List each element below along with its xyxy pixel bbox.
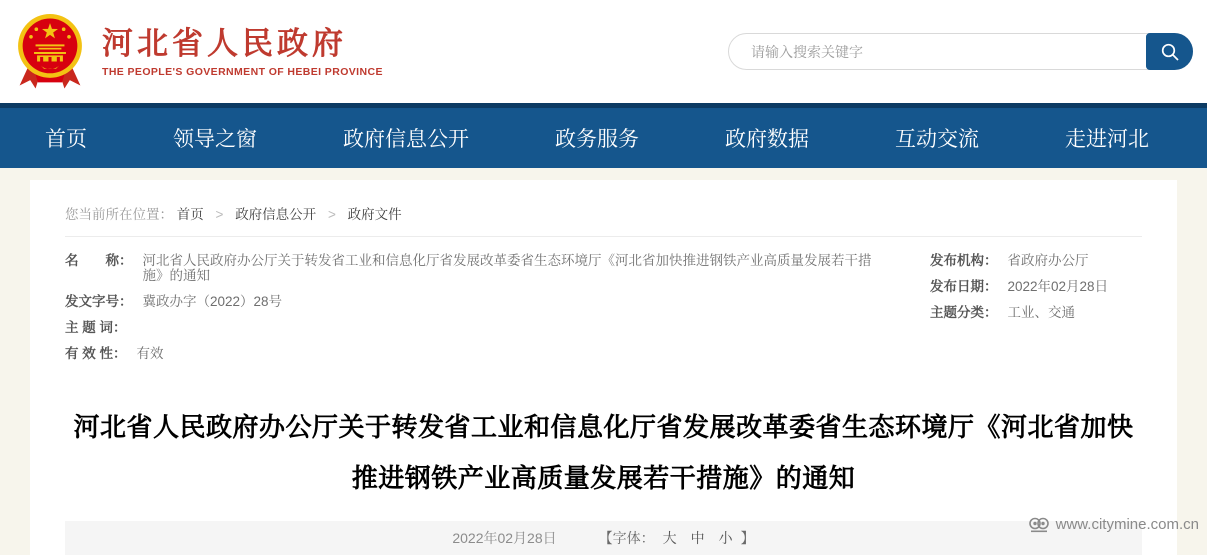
meta-row-issuing-agency — [930, 253, 1142, 268]
publish-date: 2022年02月28日 — [452, 530, 557, 546]
watermark-url: www.citymine.com.cn — [1055, 516, 1199, 533]
meta-value: 有效 — [136, 346, 164, 361]
main-nav — [0, 103, 1207, 168]
nav-item-home[interactable]: 首页 — [45, 128, 87, 151]
citymine-logo-icon — [1028, 517, 1050, 533]
nav-item-interaction[interactable]: 互动交流 — [895, 128, 979, 151]
site-subtitle: THE PEOPLE'S GOVERNMENT OF HEBEI PROVINCE — [102, 65, 383, 78]
nav-item-gov-info[interactable]: 政府信息公开 — [343, 128, 469, 151]
document-title-line2: 推进钢铁产业高质量发展若干措施》的通知 — [351, 464, 856, 493]
breadcrumb-label: 您当前所在位置： — [65, 207, 173, 222]
brand-logo[interactable] — [12, 12, 383, 92]
breadcrumb-separator-icon: > — [327, 207, 336, 222]
font-size-label-close: 】 — [740, 530, 755, 546]
meta-value: 河北省人民政府办公厅关于转发省工业和信息化厅省发展改革委省生态环境厅《河北省加快推进钢铁产业高质量发展若干措施》的通知 — [142, 253, 872, 283]
nav-item-gov-data[interactable]: 政府数据 — [725, 128, 809, 151]
search-icon — [1160, 42, 1180, 62]
meta-value: 冀政办字（2022）28号 — [142, 294, 283, 309]
document-title — [65, 402, 1142, 504]
nav-item-about-hebei[interactable]: 走进河北 — [1065, 128, 1149, 151]
brand-text — [102, 26, 383, 78]
font-size-label: 【字体： — [598, 530, 655, 546]
breadcrumb-item-gov-documents[interactable]: 政府文件 — [347, 207, 402, 222]
font-size-control — [599, 528, 755, 548]
meta-label: 有 效 性： — [65, 346, 127, 361]
search-button[interactable] — [1146, 33, 1193, 70]
meta-label: 主题分类： — [930, 305, 998, 320]
meta-label: 主 题 词： — [65, 320, 127, 335]
nav-item-leaders[interactable]: 领导之窗 — [173, 128, 257, 151]
search-box — [728, 33, 1193, 70]
meta-value: 省政府办公厅 — [1007, 253, 1089, 268]
breadcrumb-separator-icon: > — [215, 207, 224, 222]
font-size-small-button[interactable]: 小 — [718, 530, 733, 546]
national-emblem-icon — [12, 12, 88, 92]
meta-label: 发布机构： — [930, 253, 998, 268]
meta-label: 发文字号： — [65, 294, 133, 309]
meta-row-subject-category — [930, 305, 1142, 320]
meta-row-validity — [65, 346, 885, 361]
meta-row-publish-date — [930, 279, 1142, 294]
font-size-medium-button[interactable]: 中 — [690, 530, 705, 546]
meta-value: 工业、交通 — [1007, 305, 1075, 320]
meta-label: 名 称： — [65, 253, 133, 268]
meta-right-column — [930, 253, 1142, 372]
font-size-large-button[interactable]: 大 — [662, 530, 677, 546]
document-meta — [30, 237, 1177, 376]
date-bar — [65, 521, 1142, 555]
breadcrumb-item-home[interactable]: 首页 — [176, 207, 204, 222]
meta-row-name — [65, 253, 885, 283]
site-title: 河北省人民政府 — [102, 25, 347, 61]
nav-item-gov-services[interactable]: 政务服务 — [555, 128, 639, 151]
meta-value: 2022年02月28日 — [1007, 279, 1109, 294]
document-title-line1: 河北省人民政府办公厅关于转发省工业和信息化厅省发展改革委省生态环境厅《河北省加快 — [73, 413, 1134, 442]
breadcrumb — [30, 180, 1177, 236]
meta-left-column — [65, 253, 930, 372]
meta-row-subject-words — [65, 320, 885, 335]
meta-row-doc-number — [65, 294, 885, 309]
watermark — [1028, 516, 1199, 533]
content-card — [30, 180, 1177, 555]
meta-label: 发布日期： — [930, 279, 998, 294]
search-input[interactable] — [729, 34, 1124, 69]
site-header — [0, 0, 1207, 103]
breadcrumb-item-gov-info[interactable]: 政府信息公开 — [235, 207, 317, 222]
